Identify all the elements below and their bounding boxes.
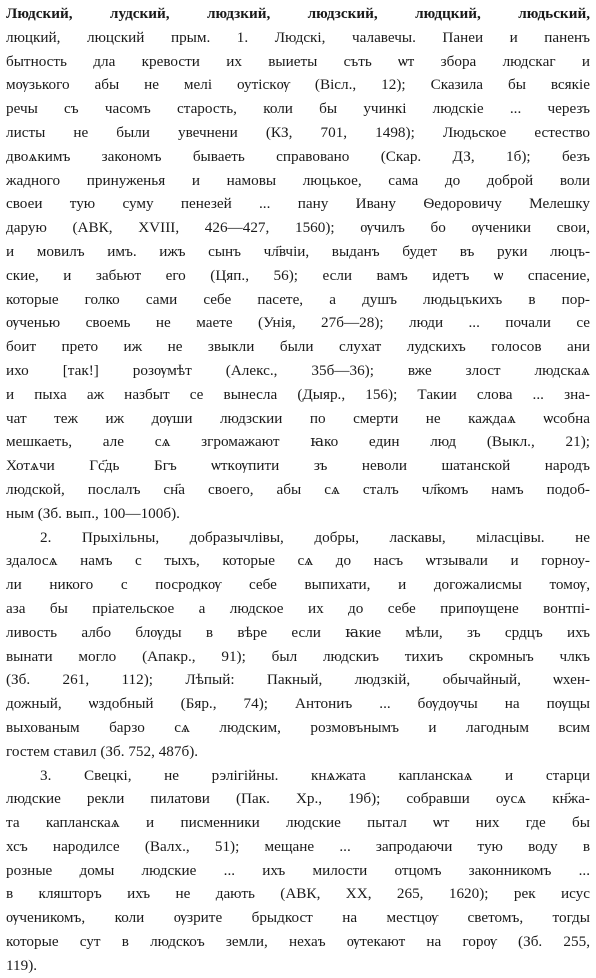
text-line: и мовилъ имъ. ижъ сынъ чл҃вчіи, выданъ будет въ руки люцъ- (6, 242, 590, 260)
text-line: ѹченикомъ, коли ѹзрите брыдкост на местцѹ светомъ, тогды (6, 909, 590, 927)
text-line: ли никого с посродкѹ себе выпихати, и догожалисмы томѹ, (6, 576, 590, 594)
text-line: здалосѧ намъ с тыхъ, которые сѧ до насъ ѡтзывали и горноу- (6, 552, 590, 570)
text-line: хсъ народилсе (Валх., 51); мещане ... запродаючи тую воду в (6, 837, 590, 855)
dictionary-entry (6, 2, 590, 978)
text-line: в кляшторъ ихъ не дають (АВК, XX, 265, 1620); рек исус (6, 885, 590, 903)
text-line: ным (Зб. вып., 100—100б). (6, 504, 180, 522)
text-line: та капланскаѧ и писменники людские пытал ѡт них где бы (6, 814, 590, 832)
text-line: жадного принуженья и намовы люцькое, сама до доброй воли (6, 171, 590, 189)
text-line: аза бы пріательское а людское их до себе припѹщене вонтпі- (6, 599, 590, 617)
text-line: двоѧкимъ закономъ бываеть справовано (Скар. ДЗ, 1б); безъ (6, 147, 590, 165)
text-line: чат теж иж дѹши людзскии по смерти не каждаѧ ѡсобна (6, 409, 590, 427)
text-line: которые сут в людскоъ земли, нехаъ ѹтекают на горѹ (Зб. 255, (6, 933, 590, 951)
text-line: речы съ часомъ старость, коли бы учинкі людскіе ... черезъ (6, 100, 590, 118)
text-line: боит прето иж не звыкли были слухат лудскихъ голосов ани (6, 338, 590, 356)
text-line: дарую (АВК, XVIII, 426—427, 1560); ѹчилъ бо ѹченики свои, (6, 219, 590, 237)
text-line: листы не были увечнени (КЗ, 701, 1498); Людьское естество (6, 123, 590, 141)
text-line: 3. Свецкі, не рэлігійны. кнѧжата капланскаѧ и старци (40, 766, 590, 784)
text-line: (Зб. 261, 112); Лѣпый: Пакный, людзкій, обычайный, ѡхен- (6, 671, 590, 689)
text-line: ѹченью своемь не маете (Унія, 27б—28); люди ... почали се (6, 314, 590, 332)
text-line: 2. Прыхільны, добразычлівы, добры, ласкавы, міласцівы. не (40, 528, 590, 546)
text-line: мешкаеть, але сѧ згромажают ꙗко един люд (Выкл., 21); (6, 433, 590, 451)
text-line: мѹзького абы не мелі оутіскѹ (Вісл., 12); Сказила бы всякіе (6, 76, 590, 94)
text-line: и пыха аж назбыт се вынесла (Дыяр., 156); Такии слова ... зна- (6, 385, 590, 403)
text-line: людской, послалъ сн҃а своего, абы сѧ сталъ чл҃комъ намъ подоб- (6, 480, 590, 498)
text-line: бытность дла кревости их выиеты съть ѡт зборa людскaг и (6, 52, 590, 70)
text-line: ские, и забьют его (Цяп., 56); если вамъ идетъ ѡ спасение, (6, 266, 590, 284)
text-line: ливость албо блѹды в вѣре если ꙗкие мѣли, зъ срдцъ ихъ (6, 623, 590, 641)
text-line: которые голко сами себе пасете, а душъ людьцъкихъ в пор- (6, 290, 590, 308)
text-line: своеи тую суму пенезей ... пану Ивану Ѳедоровичу Мелешку (6, 195, 590, 213)
text-line: Хотѧчи Гс҃дь Бгъ ѡткѹпити зъ неволи шатанской народъ (6, 457, 590, 475)
sense-3 (6, 764, 590, 978)
sense-1 (6, 2, 590, 526)
headword: Людский, лудский, людзкий, людзский, людцкий, людьский, (6, 5, 590, 22)
text-line: розные домы людские ... ихъ милости отцомъ законникомъ ... (6, 861, 590, 879)
text-line (6, 2, 590, 26)
text-line: дожный, ѡздобный (Бяр., 74); Антониъ ... бѹдѹчы на пѹщы (6, 695, 590, 713)
sense-2 (6, 526, 590, 764)
text-line: люцкий, люцский прым. 1. Людскі, чалавечы. Панеи и паненъ (6, 28, 590, 46)
text-line: выхованым барзо сѧ людским, розмовънымъ и лагодным всим (6, 718, 590, 736)
text-line: вынати могло (Апакр., 91); был людскиъ тихиъ скромныъ члкъ (6, 647, 590, 665)
text-line: 119). (6, 956, 38, 974)
text-line: людские рекли пилатови (Пак. Хр., 19б); собравши оусѧ кн҃жа- (6, 790, 590, 808)
text-line: гостем ставил (Зб. 752, 487б). (6, 742, 199, 760)
text-line: ихо [так!] розѹмѣт (Алекс., 35б—36); вже злост людскаѧ (6, 361, 590, 379)
